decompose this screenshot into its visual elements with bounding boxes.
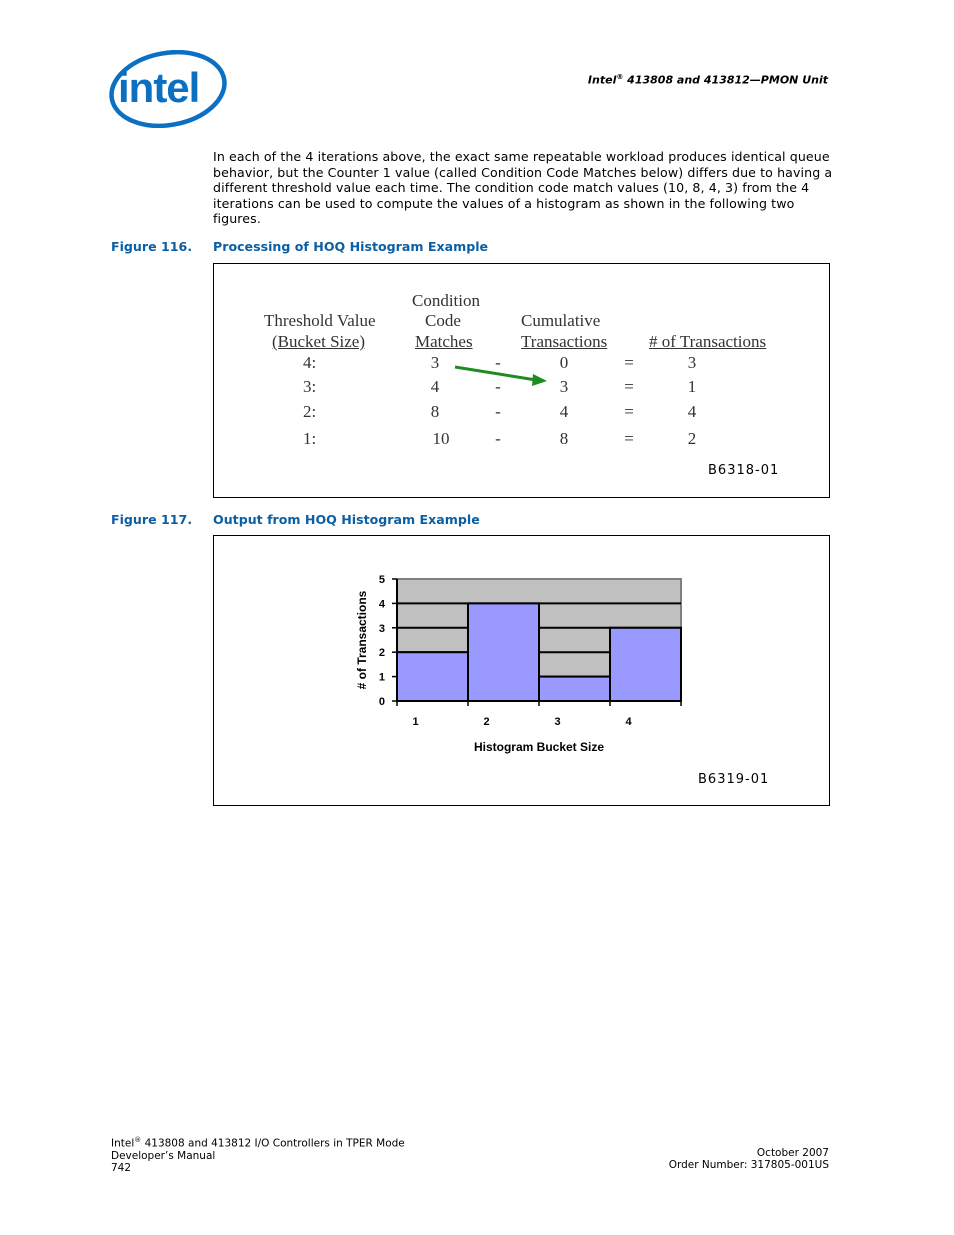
row3-cumulative: 4 xyxy=(559,402,569,421)
row2-cumulative: 3 xyxy=(559,377,569,396)
col-transactions: # of Transactions xyxy=(649,332,767,351)
row4-cumulative: 8 xyxy=(559,429,569,448)
footer-date: October 2007 xyxy=(756,1147,829,1159)
figure-116-id: B6318-01 xyxy=(708,463,780,478)
figure-116-number: Figure 116. xyxy=(111,239,193,254)
y-tick-label: 0 xyxy=(378,696,385,708)
row4-result: 2 xyxy=(687,429,697,448)
row2-ccm: 4 xyxy=(430,377,440,396)
y-tick-label: 3 xyxy=(378,622,385,635)
bar-3 xyxy=(539,677,610,701)
y-tick-label: 2 xyxy=(378,647,385,660)
col-ccm-line3: Matches xyxy=(415,332,473,351)
x-tick-label: 3 xyxy=(554,716,561,728)
row3-minus: - xyxy=(495,402,501,421)
intel-logo xyxy=(108,50,228,128)
row1-result: 3 xyxy=(687,353,697,372)
row4-ccm: 10 xyxy=(432,429,450,448)
footer-left xyxy=(111,1134,405,1175)
y-axis-title: # of Transactions xyxy=(355,590,369,690)
col-threshold-line1: Threshold Value xyxy=(264,311,376,330)
green-arrow-head xyxy=(532,374,547,386)
figure-116-box xyxy=(213,263,830,498)
row2-threshold: 3: xyxy=(303,377,317,396)
col-cumulative-line1: Cumulative xyxy=(521,311,601,330)
figure-117-number: Figure 117. xyxy=(111,512,193,527)
row4-threshold: 1: xyxy=(303,429,317,448)
footer-right xyxy=(669,1147,829,1172)
row2-equals: = xyxy=(624,377,634,396)
row4-minus: - xyxy=(495,429,501,448)
row1-minus: - xyxy=(495,353,501,372)
row2-minus: - xyxy=(495,377,501,396)
x-tick-label: 1 xyxy=(412,716,419,728)
col-ccm-line1: Condition xyxy=(411,291,481,310)
row3-result: 4 xyxy=(687,402,697,421)
y-tick-label: 5 xyxy=(378,574,385,586)
figure-117-box xyxy=(213,535,830,806)
bar-4 xyxy=(610,628,681,701)
row1-ccm: 3 xyxy=(430,353,440,372)
footer-page-number: 742 xyxy=(111,1162,132,1175)
col-cumulative-line2: Transactions xyxy=(521,332,608,351)
row3-ccm: 8 xyxy=(430,402,440,421)
col-threshold-line2: (Bucket Size) xyxy=(272,332,365,351)
figure-116-caption xyxy=(0,239,954,255)
col-ccm-line2: Code xyxy=(425,311,461,330)
histogram-chart xyxy=(214,536,829,805)
figure-116-title: Processing of HOQ Histogram Example xyxy=(213,239,489,254)
green-arrow xyxy=(455,367,536,380)
row2-result: 1 xyxy=(687,377,697,396)
footer-order-number: Order Number: 317805-001US xyxy=(668,1159,829,1172)
footer-manual: Developer’s Manual xyxy=(111,1149,216,1162)
bar-1 xyxy=(397,652,468,701)
row1-equals: = xyxy=(624,353,634,372)
row3-threshold: 2: xyxy=(303,402,317,421)
intro-paragraph: In each of the 4 iterations above, the exact same repeatable workload produces identical queue behavior, but the Counter 1 value (called Condition Code Matches below) differs due to having a different threshold value each time. The condition code match values (10, 8, 4, 3) from the 4 iterations can be used to compute the values of a histogram as shown in the following two figures. xyxy=(213,149,833,227)
row4-equals: = xyxy=(624,429,634,448)
figure-117-id: B6319-01 xyxy=(698,772,770,787)
figure-117-title: Output from HOQ Histogram Example xyxy=(213,512,480,527)
row1-cumulative: 0 xyxy=(559,353,569,372)
row3-equals: = xyxy=(624,402,634,421)
logo-text: intel xyxy=(118,64,200,111)
figure-117-caption xyxy=(0,512,954,528)
x-tick-label: 2 xyxy=(483,716,490,728)
x-axis-title: Histogram Bucket Size xyxy=(473,740,605,754)
running-header: Intel® 413808 and 413812—PMON Unit xyxy=(587,73,828,87)
x-tick-label: 4 xyxy=(625,716,632,728)
y-tick-label: 1 xyxy=(378,671,385,684)
footer-doc-title: Intel® 413808 and 413812 I/O Controllers in TPER Mode xyxy=(111,1136,405,1150)
y-tick-label: 4 xyxy=(378,598,385,611)
bar-2 xyxy=(468,603,539,701)
row1-threshold: 4: xyxy=(303,353,317,372)
